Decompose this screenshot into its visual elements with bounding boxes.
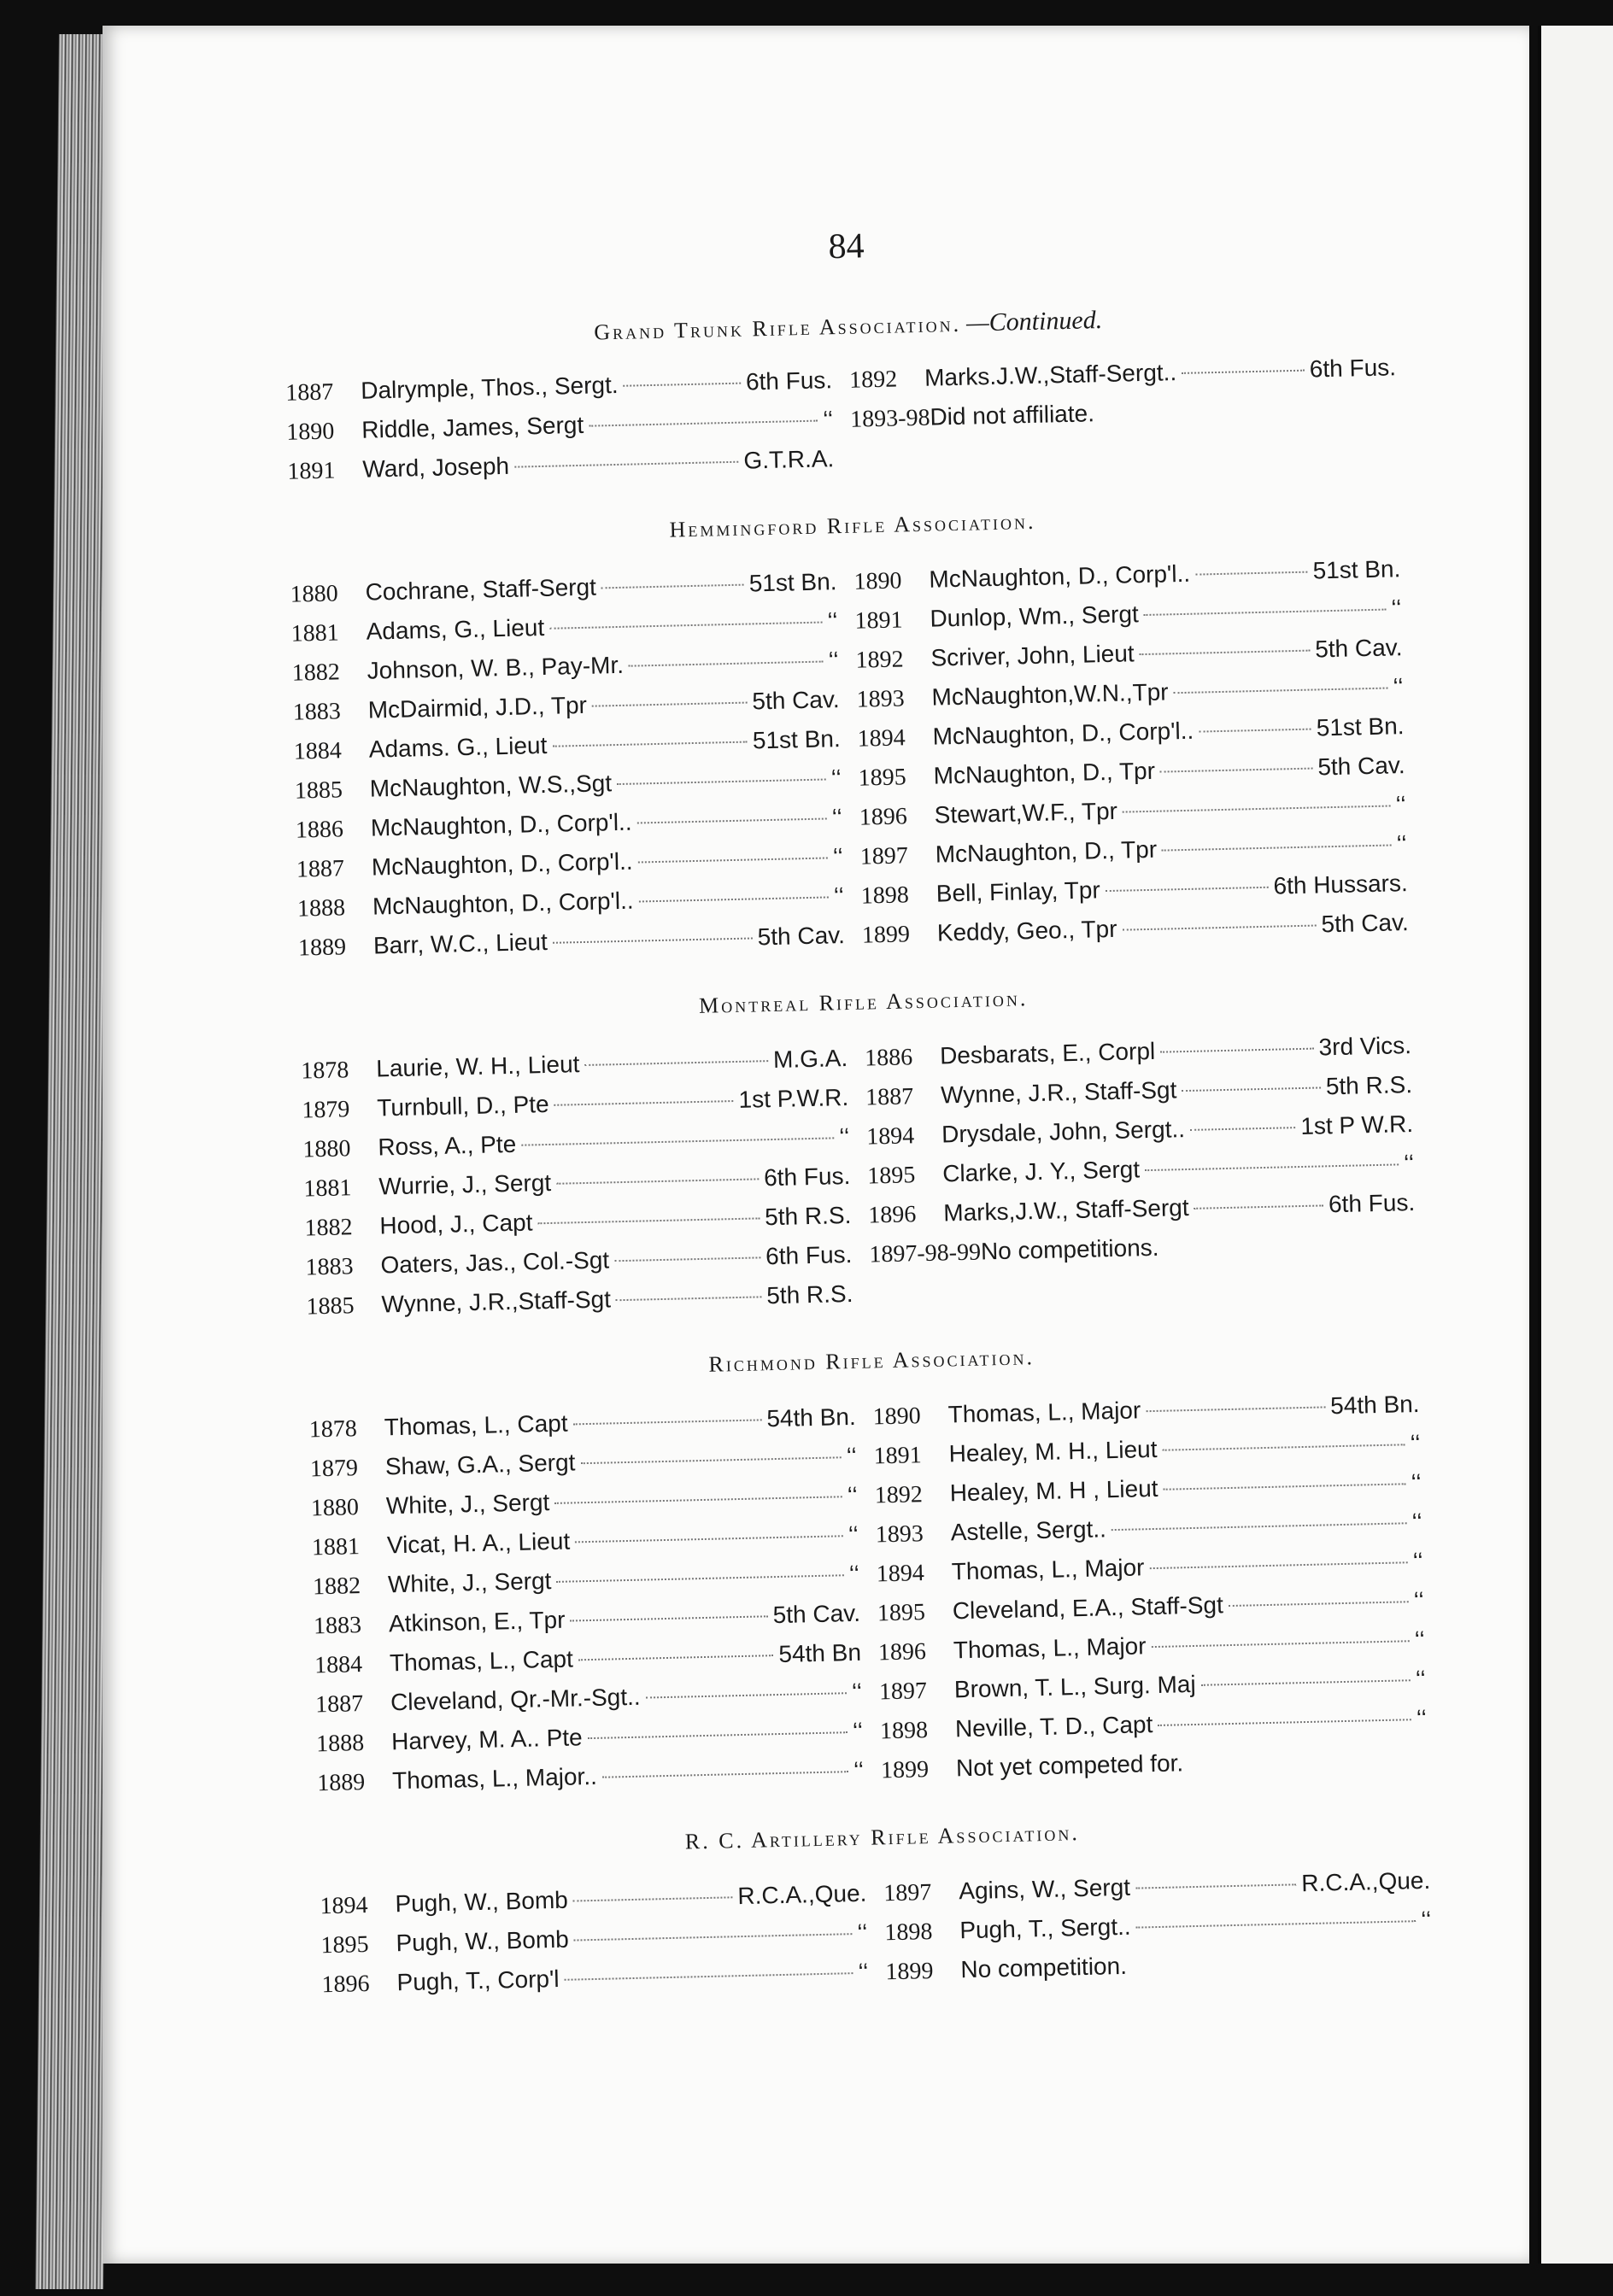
leader-dots [1162,1444,1405,1450]
leader-dots [1149,1561,1407,1569]
entry-year: 1890 [872,1403,922,1431]
leader-dots [578,1655,774,1660]
entry-unit: ‘‘ [822,406,834,433]
entry-year: 1881 [290,619,340,647]
entry-year: 1886 [295,816,344,844]
entry-year: 1895 [320,1930,369,1959]
entry-unit: ‘‘ [857,1918,868,1947]
leader-dots [637,817,827,823]
entry-year: 1881 [311,1533,361,1561]
entry-name: McNaughton, D., Corp'l.. [372,887,634,920]
section-title-text: Montreal Rifle Association. [698,986,1029,1018]
entries-column-left [285,366,835,496]
leader-dots [580,1456,841,1464]
entry-unit: 6th Fus. [1309,354,1397,383]
facing-page-strip [1538,26,1613,2264]
entry-unit: ‘‘ [827,607,838,635]
entry-unit: ‘‘ [1395,791,1406,818]
leader-dots [1132,1961,1427,1968]
entry-unit: ‘‘ [846,1442,858,1470]
entry-name: Astelle, Sergt.. [950,1515,1107,1546]
entry-name: Laurie, W. H., Lieut [375,1051,580,1082]
entry-name: Did not affiliate. [930,400,1095,430]
leader-dots [1135,1883,1296,1889]
entry-year: 1899 [861,921,911,949]
entry-year: 1889 [316,1769,366,1797]
entry-name: Drysdale, John, Sergt.. [941,1116,1186,1148]
entry-name: Adams, G., Lieut [366,613,545,645]
leader-dots [614,1256,760,1262]
entry-unit: 5th Cav. [1321,909,1410,938]
entry-year: 1892 [848,366,898,394]
entry-year: 1895 [877,1599,926,1627]
entry-unit: 5th Cav. [752,686,840,715]
entry-unit: 5th Cav. [1314,634,1403,663]
entry-unit: 5th Cav. [1317,752,1405,781]
leader-dots [1144,609,1387,616]
entry-unit: 6th Fus. [1328,1188,1416,1218]
entry-name: McNaughton, W.S.,Sgt [369,770,613,802]
entries-column-left [290,568,845,973]
entry-name: Desbarats, E., Corpl [939,1037,1156,1069]
leader-dots [1146,1406,1325,1412]
entry-year: 1897 [883,1879,932,1907]
entry-name: Oaters, Jas., Col.-Sgt [380,1246,610,1279]
entry-name: Cleveland, Qr.-Mr.-Sgt.. [390,1683,641,1716]
entry-unit: 6th Hussars. [1273,870,1409,899]
leader-dots [601,584,744,589]
entry-name: McNaughton, D., Corp'l.. [370,808,632,841]
entry-name: Marks.J.W.,Staff-Sergt.. [924,359,1177,391]
entry-year: 1885 [294,776,343,805]
entry-name: Dalrymple, Thos., Sergt. [360,371,619,404]
entry-year: 1888 [315,1730,365,1758]
entry-year: 1899 [885,1958,934,1986]
entry-unit: ‘‘ [1393,673,1404,700]
entry-name: Harvey, M. A.. Pte [390,1724,584,1755]
entry-year: 1889 [297,934,347,962]
entry-year: 1897 [878,1678,928,1706]
entry-unit: R.C.A.,Que. [737,1879,867,1910]
leader-dots [589,420,818,427]
entry-name: Agins, W., Sergt [958,1873,1131,1905]
entry-year: 1898 [860,882,910,910]
leader-dots [1158,1719,1411,1726]
entry-unit: ‘‘ [858,1958,869,1985]
entry-year: 1888 [296,894,346,922]
entry-name: Vicat, H. A., Lieut [386,1527,571,1559]
entry-unit: 6th Fus. [765,1240,853,1270]
leader-dots [1174,688,1388,694]
leader-dots [1123,805,1391,813]
entry-unit: ‘‘ [853,1756,865,1784]
leader-dots [554,1100,734,1106]
entry-unit: 6th Fus. [763,1162,851,1192]
entry-name: Thomas, L., Major.. [391,1762,598,1795]
leader-dots [1188,1760,1422,1765]
entry-year: 1886 [864,1044,913,1072]
entry-year: 1896 [877,1638,927,1666]
section-title [299,1335,1444,1386]
section-title-text: Richmond Rifle Association. [708,1344,1035,1377]
leader-dots [1145,1163,1399,1171]
entry-year: 1892 [874,1481,924,1509]
entry-year: 1894 [320,1892,368,1920]
leader-dots [553,937,753,943]
entry-year: 1896 [867,1201,917,1229]
leader-dots [521,1137,834,1145]
entry-year: 1887 [314,1690,364,1719]
entries-column-right [853,555,1409,960]
entry-year: 1893 [875,1520,924,1549]
entry-year: 1884 [293,737,343,765]
entry-name: Adams. G., Lieut [368,731,548,763]
entry-name: McNaughton, D., Tpr [935,835,1158,868]
entry-unit: G.T.R.A. [743,445,835,474]
entry-name: Stewart,W.F., Tpr [934,797,1118,829]
entry-unit: 3rd Vics. [1318,1032,1412,1061]
entry-name: White, J., Sergt [385,1489,550,1520]
entry-unit: ‘‘ [1420,1906,1432,1934]
leader-dots [574,1933,853,1941]
leader-dots [556,1178,759,1184]
leader-dots [1112,1522,1407,1531]
entries-column-right [872,1391,1428,1795]
entry-unit: 54th Bn [778,1638,862,1668]
entry-name: Thomas, L., Capt [389,1645,574,1677]
entry-unit: ‘‘ [1410,1429,1421,1457]
entry-name: McNaughton, D., Corp'l.. [929,559,1191,593]
entries-column-right [849,354,1398,444]
leader-dots [554,1496,842,1504]
leader-dots [1195,571,1308,576]
entry-name: Atkinson, E., Tpr [388,1606,566,1637]
entry-name: Pugh, W., Bomb [396,1925,570,1957]
entry-unit: 54th Bn. [1329,1390,1420,1420]
entry-unit: 1st P W.R. [1299,1110,1414,1139]
entry-unit: ‘‘ [848,1520,859,1549]
entry-name: Wynne, J.R., Staff-Sgt [940,1076,1177,1109]
entry-name: Brown, T. L., Surg. Maj [953,1670,1196,1703]
entry-unit: ‘‘ [1391,594,1402,622]
entry-year: 1887 [865,1083,914,1111]
leader-dots [639,896,829,902]
entry-name: Keddy, Geo., Tpr [936,915,1117,946]
leader-dots [1190,1127,1295,1131]
entry-unit: ‘‘ [838,1122,850,1151]
entry-name: Clarke, J. Y., Sergt [941,1156,1141,1187]
leader-dots [537,1217,760,1224]
leader-dots [629,661,824,667]
entry-unit: ‘‘ [847,1481,859,1509]
entry-year: 1880 [302,1135,351,1163]
entry-name: Cochrane, Staff-Sergt [365,573,597,606]
entry-year: 1878 [308,1415,358,1444]
leader-dots [570,1615,767,1621]
section-title-text: R. C. Artillery Rifle Association. [684,1820,1081,1854]
section-title [275,299,1420,354]
entry-year: 1883 [292,698,342,726]
entry-name: No competitions. [980,1233,1159,1265]
section-title-text: Hemmingford Rifle Association. [669,508,1036,542]
entry-unit: ‘‘ [1415,1665,1427,1693]
entry-name: Pugh, W., Bomb [395,1886,569,1918]
entry-year: 1894 [876,1560,925,1588]
entry-year: 1890 [286,418,335,446]
entry-year: 1897 [859,842,909,870]
entry-unit: ‘‘ [1396,830,1407,858]
leader-dots [1136,1920,1417,1928]
entry-year: 1899 [880,1756,930,1784]
leader-dots [1162,844,1392,851]
entry-name: Johnson, W. B., Pay-Mr. [367,651,625,684]
entry-unit: 51st Bn. [1312,555,1401,584]
entry-unit: 51st Bn. [1316,712,1405,741]
entry-name: No competition. [960,1952,1128,1983]
leader-dots [575,1535,843,1543]
leader-dots [1106,887,1269,892]
entries-column-left [301,1045,853,1332]
entry-name: Neville, T. D., Capt [954,1711,1153,1742]
entry-unit: ‘‘ [1403,1149,1415,1177]
entry-year: 1893 [856,685,905,713]
entry-year: 1883 [313,1612,362,1640]
entry-name: Dunlop, Wm., Sergt [930,600,1140,632]
leader-dots [588,1731,848,1739]
leader-dots [1194,1204,1324,1209]
section-title-text: Grand Trunk Rifle Association. [593,311,962,345]
entry-year: 1879 [302,1096,350,1124]
entry-year: 1883 [305,1253,354,1281]
leader-dots [1229,1601,1409,1607]
entry-year: 1882 [291,659,341,687]
leader-dots [602,1771,848,1778]
entry-unit: 5th R.S. [764,1201,852,1231]
entry-year: 1878 [300,1057,349,1085]
leader-dots [1100,408,1392,415]
page-number: 84 [828,226,865,267]
leader-dots [1152,1640,1410,1648]
leader-dots [1199,729,1311,733]
entry-unit: ‘‘ [831,804,843,831]
entry-year: 1898 [884,1918,933,1947]
section-title [280,501,1425,552]
entry-year: 1885 [306,1292,355,1321]
leader-dots [1160,768,1312,773]
entry-unit: ‘‘ [833,882,845,910]
entry-unit: 6th Fus. [745,366,833,395]
entry-unit: ‘‘ [852,1717,864,1745]
entry-unit: 5th Cav. [772,1599,861,1629]
leader-dots [573,1419,762,1425]
entry-year: 1881 [303,1174,352,1203]
leader-dots [646,1692,848,1698]
entries-column-left [320,1880,869,2010]
entry-name: Not yet competed for. [955,1749,1184,1782]
entry-unit: ‘‘ [830,764,842,792]
leader-dots [556,1574,844,1583]
entry-year: 1879 [309,1455,359,1483]
entry-name: Scriver, John, Lieut [930,640,1135,671]
entry-year: 1896 [321,1970,370,1999]
entry-year: 1884 [314,1651,363,1679]
section-title [291,976,1436,1028]
entry-year: 1891 [854,606,903,635]
leader-dots [565,1972,853,1981]
entry-name: Healey, M. H , Lieut [949,1474,1158,1507]
leader-dots [624,383,741,387]
entry-name: Thomas, L., Major [953,1632,1147,1664]
entry-name: McDairmid, J.D., Tpr [367,691,588,723]
entries-column-right [865,1032,1417,1280]
leader-dots [638,857,828,863]
entry-name: McNaughton, D., Tpr [933,757,1156,789]
leader-dots [584,1060,768,1066]
entry-name: Bell, Finlay, Tpr [936,876,1101,907]
entry-year: 1882 [312,1573,361,1601]
entry-year: 1887 [284,378,334,407]
entry-name: Thomas, L., Major [947,1397,1141,1428]
entry-year: 1893-98 [849,404,930,433]
leader-dots [573,1896,733,1901]
entry-unit: R.C.A.,Que. [1300,1866,1431,1897]
entry-name: Wurrie, J., Sergt [378,1168,552,1200]
entry-year: 1894 [865,1122,915,1151]
entry-unit: ‘‘ [851,1678,863,1706]
entry-year: 1892 [855,646,904,674]
leader-dots [514,461,738,468]
entry-name: Thomas, L., Major [951,1554,1145,1585]
entry-name: Hood, J., Capt [379,1209,533,1239]
entry-year: 1896 [859,803,908,831]
section-title [310,1812,1455,1863]
entry-unit: ‘‘ [1413,1586,1425,1614]
entry-unit: ‘‘ [1411,1508,1422,1536]
entry-unit: ‘‘ [1412,1547,1424,1575]
entry-unit: 1st P.W.R. [738,1083,849,1113]
entry-year: 1894 [857,724,906,753]
entry-unit: 5th Cav. [757,922,846,951]
entry-name: McNaughton, D., Corp'l.. [932,717,1194,750]
entry-year: 1891 [287,457,336,485]
entry-year: 1880 [310,1494,360,1522]
entry-name: Ward, Joseph [362,452,510,483]
entry-name: Thomas, L., Capt [384,1409,568,1441]
entry-name: Shaw, G.A., Sergt [384,1449,576,1480]
leader-dots [1182,1086,1321,1092]
entry-year: 1882 [304,1214,353,1242]
entry-unit: ‘‘ [832,843,844,870]
entry-unit: 51st Bn. [748,568,837,597]
entries-column-left [308,1403,864,1808]
entry-name: McNaughton,W.N.,Tpr [931,678,1169,711]
entry-unit: ‘‘ [1416,1704,1428,1732]
entry-unit: 54th Bn. [766,1403,857,1432]
entry-year: 1887 [296,855,345,883]
section-title-suffix: —Continued. [965,306,1103,337]
entry-year: 1895 [866,1162,916,1190]
leader-dots [1140,650,1311,656]
leader-dots [1164,1244,1411,1250]
entry-year: 1895 [858,764,907,792]
entries-column-right [883,1867,1433,1997]
entry-name: White, J., Sergt [387,1567,552,1598]
entry-unit: 51st Bn. [752,725,842,754]
entry-year: 1891 [873,1442,923,1470]
entry-year: 1898 [879,1717,929,1745]
leader-dots [617,778,826,785]
entry-year: 1890 [853,567,902,595]
entry-unit: 5th R.S. [1325,1071,1413,1100]
leader-dots [592,702,748,707]
entry-year: 1880 [290,580,339,608]
page-content [273,205,1461,2110]
entry-unit: ‘‘ [828,647,839,674]
entry-name: Turnbull, D., Pte [376,1090,549,1122]
entry-unit: M.G.A. [772,1045,848,1073]
entry-name: Healey, M. H., Lieut [948,1435,1158,1467]
entry-name: Marks,J.W., Staff-Sergt [942,1193,1189,1227]
leader-dots [549,622,822,630]
entry-unit: ‘‘ [848,1560,860,1588]
entry-unit: ‘‘ [1411,1468,1422,1496]
entry-name: McNaughton, D., Corp'l.. [371,847,633,881]
leader-dots [552,741,748,747]
entry-name: Ross, A., Pte [378,1130,517,1161]
entry-name: Wynne, J.R.,Staff-Sgt [381,1286,612,1318]
entry-unit: 5th R.S. [765,1280,853,1309]
entry-name: Pugh, T., Sergt.. [959,1912,1131,1944]
entry-unit: ‘‘ [1414,1625,1426,1654]
entry-name: Barr, W.C., Lieut [372,928,548,959]
leader-dots [1163,1483,1405,1490]
leader-dots [1122,925,1316,931]
entry-name: Pugh, T., Corp'l [396,1965,560,1996]
entry-name: Riddle, James, Sergt [361,411,584,443]
leader-dots [1182,370,1305,374]
leader-dots [616,1296,761,1301]
leader-dots [1160,1048,1313,1053]
entry-year: 1897-98-99 [869,1239,982,1268]
entry-name: Cleveland, E.A., Staff-Sgt [952,1591,1224,1625]
leader-dots [1201,1679,1411,1686]
